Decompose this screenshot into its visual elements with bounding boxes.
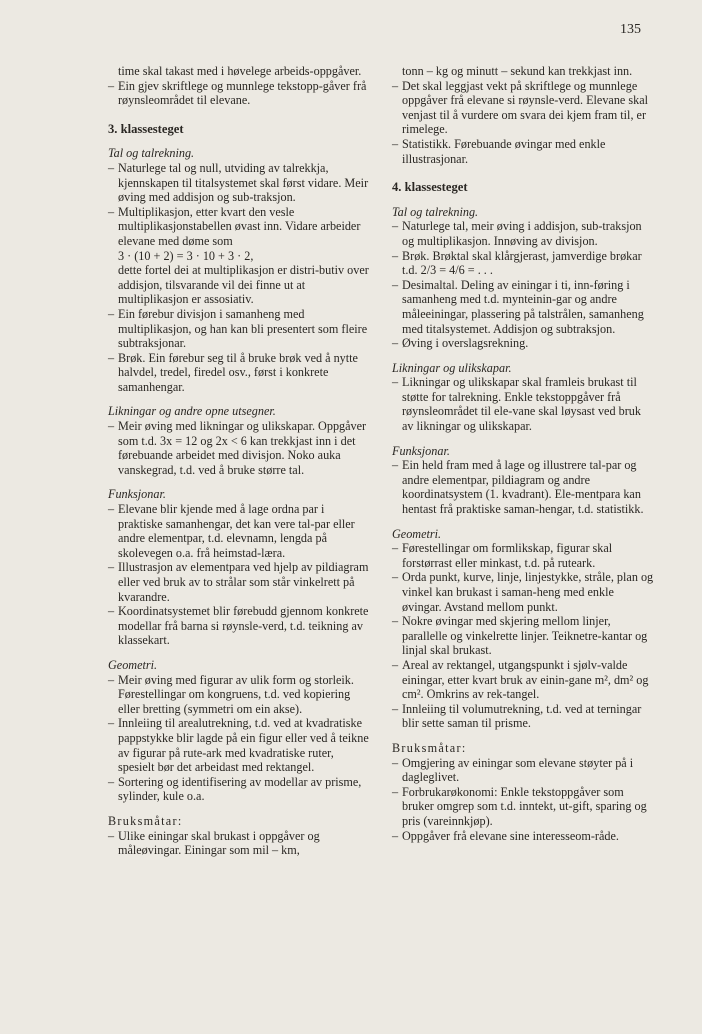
intro-text: time skal takast med i høvelege arbeids-oppgåver.: [118, 64, 362, 78]
list-item: – Naturlege tal og null, utviding av talrekkja, kjennskapen til titalsystemet skal først vidare. Meir øving med addisjon og sub-traksjon.: [108, 161, 370, 205]
subheading-likningar: Likningar og ulikskapar.: [392, 360, 512, 375]
subheading-bruksmatar: Bruksmåtar:: [108, 813, 183, 828]
list-item: – Likningar og ulikskapar skal framleis brukast til støtte for talrekning. Enkle tekstoppgåver frå røynsleområdet til ele-vane skal løysast ved bruk av likningar og ulikskapar.: [392, 375, 654, 433]
subheading-likningar: Likningar og andre opne utsegner.: [108, 404, 276, 419]
subheading-tal: Tal og talrekning.: [108, 146, 195, 161]
list-item: – Illustrasjon av elementpara ved hjelp av pildiagram eller ved bruk av to strålar som står vinkelrett på kvarandre.: [108, 560, 370, 604]
list-item: – Førestellingar om formlikskap, figurar skal forstørrast eller minkast, t.d. på ruteark.: [392, 541, 654, 570]
list-item: – Brøk. Ein førebur seg til å bruke brøk ved å nytte halvdel, tredel, firedel osv., først i konkrete samanhengar.: [108, 351, 370, 395]
list-item: – Innleiing til arealutrekning, t.d. ved at kvadratiske pappstykke blir lagde på ein figur eller ved å teikne av figurar på rute-ark med kvadratiske ruter, spesielt bør det arbeidast med rektangel.: [108, 716, 370, 774]
list-item: – Ein førebur divisjon i samanheng med multiplikasjon, og han kan bli presentert som fleire subtraksjonar.: [108, 307, 370, 351]
list-item: – Nokre øvingar med skjering mellom linjer, parallelle og vinkelrette linjer. Teiknetre-kantar og linjal skal brukast.: [392, 614, 654, 658]
subheading-bruksmatar: Bruksmåtar:: [392, 740, 467, 755]
subheading-funksjonar: Funksjonar.: [108, 487, 166, 502]
section-heading-3: 3. klassesteget: [108, 121, 184, 136]
list-item: – Desimaltal. Deling av einingar i ti, inn-føring i samanheng med t.d. mynteinin-gar og andre måleeiningar, plassering på talstrålen, samanheng med titalsystemet. Addisjon og subtraksjon.: [392, 278, 654, 336]
math-example: 3 · (10 + 2) = 3 · 10 + 3 · 2,: [118, 248, 254, 263]
math-continuation: dette fortel dei at multiplikasjon er distri-butiv over addisjon, tilsvarande vil dei finne ut at multiplikasjon er assosiativ.: [118, 263, 369, 307]
list-item: – Øving i overslagsrekning.: [392, 336, 654, 351]
intro-item: – Ein gjev skriftlege og munnlege tekstopp-gåver frå røynsleområdet til elevane.: [108, 79, 370, 108]
list-item: – Forbrukarøkonomi: Enkle tekstoppgåver som bruker omgrep som t.d. inntekt, ut-gift, sparing og pris (vareinnkjøp).: [392, 785, 654, 829]
list-item: – Brøk. Brøktal skal klårgjerast, jamverdige brøkar t.d. 2/3 = 4/6 = . . .: [392, 249, 654, 278]
list-item: – Orda punkt, kurve, linje, linjestykke, stråle, plan og vinkel kan brukast i saman-heng med enkle øvingar. Avstand mellom punkt.: [392, 570, 654, 614]
list-item: – Naturlege tal, meir øving i addisjon, sub-traksjon og multiplikasjon. Innøving av divisjon.: [392, 219, 654, 248]
list-item: – Elevane blir kjende med å lage ordna par i praktiske samanhengar, det kan vere tal-par eller andre elementpar, t.d. elevnamn, lengda på skolevegen o.a. frå heimstad-læra.: [108, 502, 370, 560]
continuation-text: tonn – kg og minutt – sekund kan trekkjast inn.: [402, 64, 633, 78]
list-item: – Oppgåver frå elevane sine interesseom-råde.: [392, 829, 654, 844]
list-item: – Sortering og identifisering av modellar av prisme, sylinder, kule o.a.: [108, 775, 370, 804]
list-item: – Meir øving med likningar og ulikskapar. Oppgåver som t.d. 3x = 12 og 2x < 6 kan trekkjast inn i det førebuande arbeidet med divisjon. Noko auka vanskegrad, t.d. ved å bruke større tal.: [108, 419, 370, 477]
subheading-geometri: Geometri.: [108, 657, 158, 672]
list-item: – Omgjering av einingar som elevane støyter på i dagleglivet.: [392, 756, 654, 785]
subheading-tal: Tal og talrekning.: [392, 204, 479, 219]
list-item: – Innleiing til volumutrekning, t.d. ved at terningar blir sette saman til prisme.: [392, 702, 654, 731]
list-item: – Ein held fram med å lage og illustrere tal-par og andre elementpar, pildiagram og andre koordinatsystem (1. kvadrant). Ele-mentpara kan hentast frå praktiske saman-hengar, t.d. statistikk.: [392, 458, 654, 516]
right-column: [392, 64, 654, 843]
subheading-geometri: Geometri.: [392, 526, 442, 541]
section-heading-4: 4. klassesteget: [392, 180, 468, 195]
left-column: [108, 64, 370, 858]
list-item: – Meir øving med figurar av ulik form og storleik. Førestellingar om kongruens, t.d. ved kopiering eller bretting (symmetri om ein akse).: [108, 673, 370, 717]
list-item: – Det skal leggjast vekt på skriftlege og munnlege oppgåver frå elevane si røynsle-verd. Elevane skal venjast til å vurdere om svara dei kjem fram til, er rimelege.: [392, 79, 654, 137]
list-item: – Ulike einingar skal brukast i oppgåver og måleøvingar. Einingar som mil – km,: [108, 829, 370, 858]
page-number: 135: [620, 22, 641, 37]
list-item: – Koordinatsystemet blir førebudd gjennom konkrete modellar frå barna si røynsle-verd, t.d. teikning av klassekart.: [108, 604, 370, 648]
list-item: – Statistikk. Førebuande øvingar med enkle illustrasjonar.: [392, 137, 654, 166]
list-item: – Multiplikasjon, etter kvart den vesle multiplikasjonstabellen øvast inn. Vidare arbeider elevane med døme som: [108, 205, 370, 249]
list-item: – Areal av rektangel, utgangspunkt i sjølv-valde einingar, etter kvart bruk av einin-gane m², dm² og cm². Omkrins av rek-tangel.: [392, 658, 654, 702]
subheading-funksjonar: Funksjonar.: [392, 443, 450, 458]
